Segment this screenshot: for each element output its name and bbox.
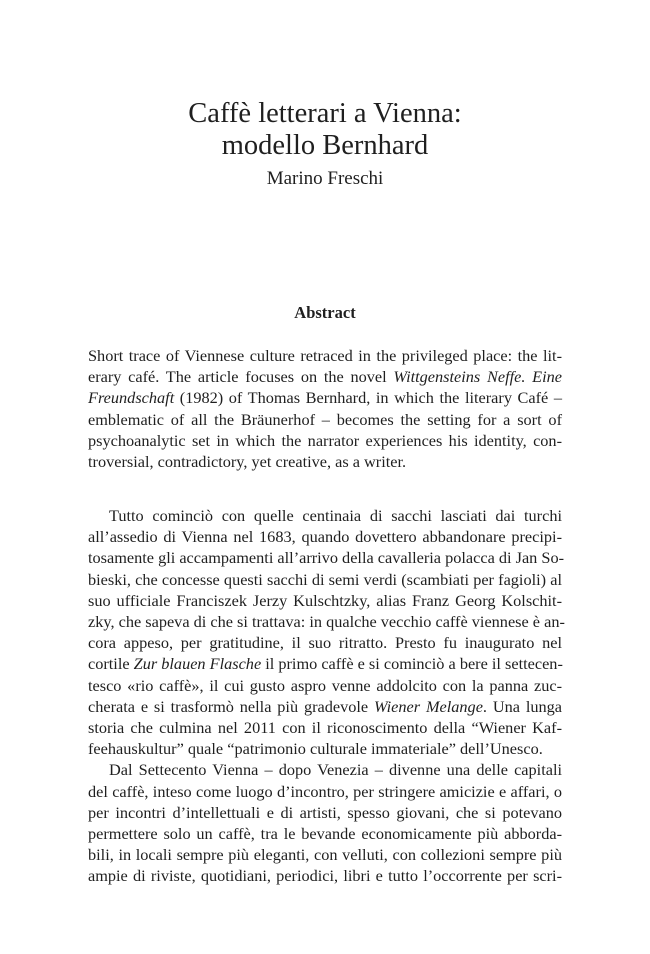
text-line: Freundschaft (1982) of Thomas Bernhard, in which the literary Café – [88,388,562,408]
text-line: del caffè, inteso come luogo d’incontro, per stringere amicizie e affari, o [88,781,562,801]
paper-title [0,98,650,162]
paragraph [88,759,562,886]
abstract-heading: Abstract [294,303,356,322]
text-line: cherata e si trasformò nella più gradevole Wiener Melange. Una lunga [88,696,562,716]
italic-title: Zur blauen Flasche [133,654,262,674]
title-line: Caffè letterari a Vienna: [188,98,462,129]
text-line: permettere solo un caffè, tra le bevande economicamente più abborda- [88,824,562,844]
text-line: ampie di riviste, quotidiani, periodici, libri e tutto l’occorrente per scri- [88,866,562,886]
paragraph [88,505,565,759]
text-line: emblematic of all the Bräunerhof – becomes the setting for a sort of [88,409,562,429]
text-line: bieski, che concesse questi sacchi di semi verdi (scambiati per fagioli) al [88,569,562,589]
text-line: erary café. The article focuses on the novel Wittgensteins Neffe. Eine [88,367,562,387]
text-line: tosamente gli accampamenti all’arrivo della cavalleria polacca di Jan So- [88,548,565,568]
text-line: Tutto cominciò con quelle centinaia di sacchi lasciati dai turchi [109,506,562,525]
italic-title: Wiener Melange [373,696,483,716]
text-line: Dal Settecento Vienna – dopo Venezia – divenne una delle capitali [109,760,562,780]
text-line: zky, che sapeva di che si trattava: in qualche vecchio caffè viennese è an- [88,612,565,632]
text-line: all’assedio di Vienna nel 1683, quando dovettero abbandonare precipi- [88,527,562,547]
body-text [88,505,565,887]
text-line: tesco «rio caffè», il cui gusto aspro venne addolcito con la panna zuc- [88,675,562,695]
title-line: modello Bernhard [221,130,429,161]
text-line: psychoanalytic set in which the narrator experiences his identity, con- [88,430,562,450]
italic-title: Freundschaft [88,388,175,408]
text-line: suo ufficiale Franciszek Jerzy Kulschtzky, alias Franz Georg Kolschit- [88,590,562,610]
text-line: cora appeso, per gratitudine, il suo ritratto. Presto fu inaugurato nel [88,633,562,653]
text-line: feehauskultur” quale “patrimonio culturale immateriale” dell’Unesco. [88,739,543,759]
text-line: Short trace of Viennese culture retraced in the privileged place: the lit- [88,346,562,365]
text-line: storia che culmina nel 2011 con il riconoscimento della “Wiener Kaf- [88,718,562,738]
abstract-text [88,345,562,472]
text-line: troversial, contradictory, yet creative, as a writer. [88,452,407,472]
author-name: Marino Freschi [266,168,384,189]
text-line: per incontri d’intellettuali e di artisti, spesso giovani, che si potevano [88,802,562,822]
text-line: bili, in locali sempre più eleganti, con velluti, con collezioni sempre più [88,845,562,865]
text-line: cortile Zur blauen Flasche il primo caffè e si cominciò a bere il settecen- [88,654,563,674]
italic-title: Wittgensteins Neffe. Eine [393,367,562,387]
